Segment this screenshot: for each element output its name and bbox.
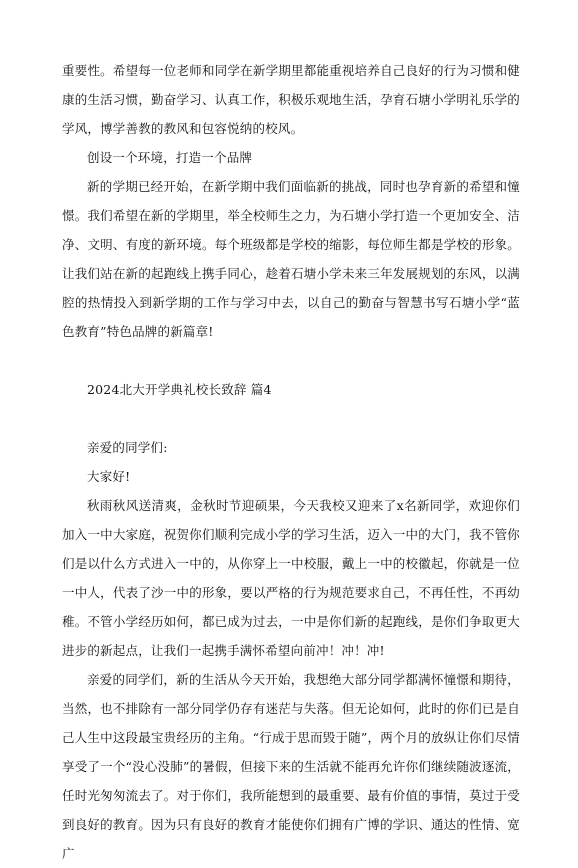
spacer — [62, 404, 520, 433]
paragraph-school-culture: 重要性。希望每一位老师和同学在新学期里都能重视培养自己良好的行为习惯和健康的生活习惯，勤奋学习、认真工作，积极乐观地生活，孕育石塘小学明礼乐学的学风，博学善教的教风和包容悦纳的校风。 — [62, 63, 520, 136]
section-heading: 创设一个环境，打造一个品牌 — [87, 150, 253, 165]
article-title: 2024北大开学典礼校长致辞 篇4 — [87, 382, 272, 397]
salutation: 亲爱的同学们: — [87, 440, 168, 455]
paragraph-welcome: 秋雨秋风送清爽，金秋时节迎硕果，今天我校又迎来了x名新同学，欢迎你们加入一中大家庭，祝贺你们顺利完成小学的学习生活，迈入一中的大门，我不管你们是以什么方式进入一中的，从你穿上一中校服，戴上一中的校徽起，你就是一位一中人，代表了沙一中的形象，要以严格的行为规范要求自己，不再任性，不再幼稚。不管小学经历如何，都已成为过去，一中是你们新的起跑线，是你们争取更大进步的新起点，让我们一起携手满怀希望向前冲！冲！冲! — [62, 498, 520, 658]
spacer — [62, 346, 520, 375]
paragraph-new-life: 亲爱的同学们，新的生活从今天开始，我想绝大部分同学都满怀憧憬和期待，当然，也不排除有一部分同学仍存有迷茫与失落。但无论如何，此时的你们已是自己人生中这段最宝贵经历的主角。“行成于思而毁于随”，两个月的放纵让你们尽情享受了一个“没心没肺”的暑假，但接下来的生活就不能再允许你们继续随波逐流，任时光匆匆流去了。对于你们，我所能想到的最重要、最有价值的事情，莫过于受到良好的教育。因为只有良好的教育才能使你们拥有广博的学识、通达的性情、宽广 — [62, 672, 520, 861]
paragraph-new-semester: 新的学期已经开始，在新学期中我们面临新的挑战，同时也孕育新的希望和憧憬。我们希望在新的学期里，举全校师生之力，为石塘小学打造一个更加安全、洁净、文明、有度的新环境。每个班级都是学校的缩影，每位师生都是学校的形象。让我们站在新的起跑线上携手同心，趁着石塘小学未来三年发展规划的东风，以满腔的热情投入到新学期的工作与学习中去，以自己的勤奋与智慧书写石塘小学“蓝色教育”特色品牌的新篇章! — [62, 179, 520, 339]
greeting: 大家好! — [87, 469, 131, 484]
